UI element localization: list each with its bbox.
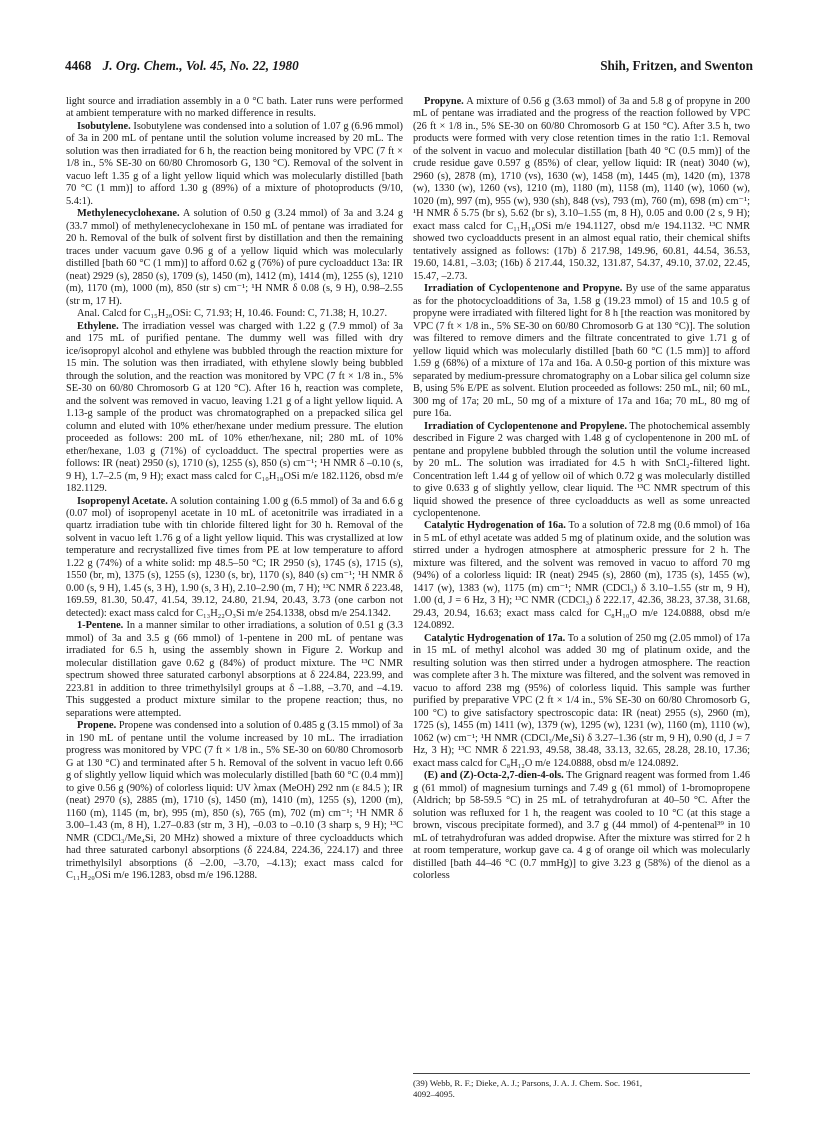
paragraph-heading: Methylenecyclohexane. xyxy=(77,208,180,220)
paragraph-heading: Catalytic Hydrogenation of 17a. xyxy=(424,632,566,644)
running-header xyxy=(65,58,753,78)
paragraph-text: The photochemical assembly described in Figure 2 was charged with 1.48 g of cyclopentenone in 200 mL of pentane and propylene bubbled through the solution until the volume increased by 20 mL. The solution was irradiated for 4.5 h with SnCl₂-filtered light. Concentration left 1.44 g of yellow oil of which 0.72 g was molecularly distilled to give 0.633 g of slightly yellow, clear liquid. The ¹³C NMR spectrum of this liquid showed the presence of three cycloadducts as well as some unreacted cyclopentenone. xyxy=(413,420,750,519)
paragraph-heading: Propyne. xyxy=(424,96,464,107)
paragraph xyxy=(413,520,750,632)
paragraph-heading: Irradiation of Cyclopentenone and Propyne. xyxy=(424,283,623,295)
paragraph-text: To a solution of 72.8 mg (0.6 mmol) of 16a in 5 mL of ethyl acetate was added 5 mg of platinum oxide, and the solution was stirred under a hydrogen atmosphere at atmospheric pressure for 2 h. The mixture was filtered, and the solvent was removed in vacuo to afford 70 mg (94%) of a colorless liquid: IR (neat) 2945 (s), 2860 (m), 1735 (s), 1455 (w), 1417 (w), 1383 (w), 1175 (m) cm⁻¹; NMR (CDCl₃) δ 3.10–1.55 (str m, 9 H), 1.00 (d, J = 6 Hz, 3 H); ¹³C NMR (CDCl₃) δ 222.17, 42.36, 38.23, 37.38, 31.68, 29.43, 20.94, 16.63; exact mass calcd for C₈H₁₀O m/e 124.0888, obsd m/e 124.0892. xyxy=(413,520,751,632)
paragraph-text: By use of the same apparatus as for the photocycloadditions of 3a, 1.58 g (19.23 mmol) of 15 and 10.5 g of propyne were irradiated with filtered light for 8 h [the reaction was monitored by VPC (7 ft × 1/8 in., 5% SE-30 on 60/80 Chromosorb G at 130 °C)]. The solution was filtered to remove dimers and the filtrate concentrated to give 1.71 g of yellow liquid which was molecularly distilled [bath 60 °C (1.5 mm)] to afford 1.59 g (68%) of a mixture of 17a and 16a. A 0.50-g portion of this mixture was separated by medium-pressure chromatography on a Lobar silica gel column size B, using 5% E/PE as solvent. Elution proceeded as follows: 250 mL, nil; 60 mL, 300 mg of 17a; 20 mL, 50 mg of a mixture of 17a and 16a; 70 mL, 80 mg of pure 16a. xyxy=(413,283,750,420)
paragraph-heading: Ethylene. xyxy=(77,320,119,332)
paragraph-text: Anal. Calcd for C₁₅H₂₆OSi: C, 71.93; H, 10.46. Found: C, 71.38; H, 10.27. xyxy=(77,308,388,320)
paragraph-text: Propene was condensed into a solution of 0.485 g (3.15 mmol) of 3a in 190 mL of pentane until the volume increased by 10 mL. The irradiation progress was monitored by VPC (7 ft × 1/8 in., 5% SE-30 on 60/80 Chromosorb G at 130 °C) and terminated after 5 h. Removal of the solvent in vacuo left 0.66 g of slightly yellow liquid which was molecularly distilled [bath 60 °C (0.4 mm)] to give 0.56 g (90%) of colorless liquid: UV λmax (MeOH) 292 nm (ε 84.5 ); IR (neat) 2970 (s), 2885 (m), 1710 (s), 1450 (m), 1410 (m), 1255 (s), 1200 (m), 1160 (m), 1145 (m, br), 995 (m), 850 (s), 765 (m), 702 (m) cm⁻¹; ¹H NMR δ 3.00–1.43 (m, 8 H), 1.27–0.83 (str m, 3 H), –0.03 to –0.10 (3 sharp s, 9 H); ¹³C NMR (CDCl₃/Me₄Si, 20 MHz) showed a mixture of three cycloadducts which had three saturated carbonyl absorptions (δ 224.84, 224.36, 224.17) and three trimethylsilyl absorptions (δ –2.00, –3.70, –4.13); exact mass calcd for C₁₁H₂₀OSi m/e 196.1283, obsd m/e 196.1288. xyxy=(66,720,403,882)
paragraph-heading: Catalytic Hydrogenation of 16a. xyxy=(424,520,566,532)
paragraph-text: A solution containing 1.00 g (6.5 mmol) of 3a and 6.6 g (0.07 mol) of isopropenyl acetate in 10 mL of acetonitrile was irradiated in a quartz irradiation tube with tin chloride filtered light for 30 h. Removal of the solvent in vacuo left 1.76 g of a light yellow liquid. This was crystallized at low temperature and recrystallized five times from PE at low temperature to afford 1.22 g (74%) of a white solid: mp 48.5–50 °C; IR 2950 (s), 1745 (s), 1715 (s), 1550 (br, m), 1375 (s), 1255 (s), 1230 (s, br), 1170 (s), 840 (s) cm⁻¹; ¹H NMR δ 0.00 (s, 9 H), 1.45 (s, 3 H), 1.90 (s, 3 H), 2.10–2.90 (m, 7 H); ¹³C NMR δ 223.48, 169.59, 81.30, 50.47, 41.54, 39.12, 24.80, 21.94, 20.43, 3.73 (one carbon not detected): exact mass calcd for C₁₃H₂₂O₃Si m/e 254.1338, obsd m/e 254.1342. xyxy=(66,495,403,619)
paragraph-text: The irradiation vessel was charged with 1.22 g (7.9 mmol) of 3a and 175 mL of purified pentane. The dummy well was filled with dry ice/isopropyl alcohol and ethylene was bubbled through the reaction mixture for 15 min. The solution was then irradiated, with ethylene slowly being bubbled through the solution, and the reaction was monitored by VPC (7 ft × 1/8 in., 5% SE-30 on 60/80 Chromosorb G at 120 °C). After 16 h, reaction was complete, and the solvent was removed in vacuo, leaving 1.21 g of a light yellow liquid. A 1.13-g sample of the product was chromatographed on a prepacked silica gel column and eluted with 10% ether/hexane under medium pressure. The elution proceeded as follows: 200 mL of 10% ether/hexane, nil; 280 mL of 10% ether/hexane, 1.03 g (71%) of cycloadduct. The spectral properties were as follows: IR (neat) 2950 (s), 1710 (s), 1255 (s), 850 (s) cm⁻¹; ¹H NMR δ –0.10 (s, 9 H), 1.7–2.5 (m, 9 H); exact mass calcd for C₁₀H₁₈OSi m/e 182.1126, obsd m/e 182.1129. xyxy=(66,320,403,495)
paragraph-text: In a manner similar to other irradiations, a solution of 0.51 g (3.3 mmol) of 3a and 3.5 g (66 mmol) of 1-pentene in 200 mL of pentane was irradiated for 6.5 h, using the assembly shown in Figure 2. Workup and molecular distillation gave 0.62 g (84%) of product mixture. The ¹³C NMR spectrum showed three saturated carbonyl absorptions at δ 224.84, 223.99, and 223.81 in addition to three trimethylsilyl groups at δ –1.88, –3.70, and –4.19. This suggested a product mixture similar to the propene reaction; thus, no separations were attempted. xyxy=(66,620,403,719)
header-left xyxy=(65,58,299,74)
paragraph xyxy=(66,321,403,496)
paragraph-heading: Isobutylene. xyxy=(77,120,131,132)
paragraph xyxy=(66,620,403,720)
paragraph-text: A mixture of 0.56 g (3.63 mmol) of 3a and 5.8 g of propyne in 200 mL of pentane was irradiated and the progress of the reaction followed by VPC (26 ft × 1/8 in., 5% SE-30 on 60/80 Chromosorb G at 150 °C). After 3.5 h, two products were formed with very close retention times in the ratio 1:1. Removal of the solvent in vacuo and molecular distillation [bath 40 °C (0.5 mm)] of the crude residue gave 0.597 g (85%) of clear, yellow liquid: IR (neat) 3040 (w), 2960 (s), 2878 (m), 1710 (vs), 1630 (w), 1458 (m), 1445 (m), 1420 (m), 1378 (w), 1330 (w), 1260 (vs), 1210 (m), 1180 (m), 1158 (m), 1140 (w), 1060 (w), 1020 (m), 997 (m), 955 (w), 930 (sh), 848 (vs), 793 (m), 760 (m), 698 (m) cm⁻¹; ¹H NMR δ 5.75 (br s), 5.62 (br s), 3.10–1.55 (m, 8 H), 0.05 and 0.00 (2 s, 9 H); exact mass calcd for C₁₁H₁₈OSi m/e 194.1127, obsd m/e 194.1132. ¹³C NMR showed two cycloadducts present in an almost equal ratio, their chemical shifts tentatively assigned as follows: (17b) δ 217.98, 149.96, 60.81, 44.54, 36.53, 19.60, 14.81, –3.03; (16b) δ 217.44, 150.32, 131.87, 54.37, 49.10, 37.02, 22.45, 15.47, –2.73. xyxy=(413,96,750,282)
paragraph xyxy=(66,96,403,121)
paragraph-text: light source and irradiation assembly in a 0 °C bath. Later runs were performed at ambient temperature with no marked difference in results. xyxy=(66,96,403,120)
paragraph xyxy=(66,121,403,208)
paragraph-heading: Propene. xyxy=(77,720,117,732)
paragraph-text: Isobutylene was condensed into a solution of 1.07 g (6.96 mmol) of 3a in 200 mL of pentane until the solution volume increased by 20 mL. The solution was then irradiated for 6 h, the reaction being monitored by VPC (7 ft × 1/8 in., 5% SE-30 on 60/80 Chromosorb G, 130 °C). Removal of the solvent in vacuo left 1.35 g of a light yellow liquid which was molecularly distilled [bath 70 °C (1 mm)] to afford 1.30 g (89%) of a mixture of photoproducts (9/10, 5.4:1). xyxy=(66,120,403,207)
left-column xyxy=(66,96,403,883)
paragraph-text: A solution of 0.50 g (3.24 mmol) of 3a and 3.24 g (33.7 mmol) of methylenecyclohexane in 150 mL of pentane was irradiated for 20 h. Removal of the bulk of solvent first by distillation and then the remaining traces under vacuum gave 0.96 g of a yellow liquid which was molecularly distilled [bath 60 °C (1 mm)] to afford 0.62 g (76%) of pure cycloadduct 13a: IR (neat) 2929 (s), 2850 (s), 1709 (s), 1450 (m), 1412 (m), 1414 (m), 1255 (s), 1210 (m), 1170 (m), 1000 (m), 850 (str s) cm⁻¹; ¹H NMR δ 0.08 (s, 9 H), 0.98–2.55 (str m, 17 H). xyxy=(66,208,403,307)
header-authors: Shih, Fritzen, and Swenton xyxy=(600,58,753,73)
paragraph xyxy=(413,421,750,521)
paragraph-heading: Irradiation of Cyclopentenone and Propylene. xyxy=(424,420,627,432)
journal-citation: J. Org. Chem., Vol. 45, No. 22, 1980 xyxy=(102,58,299,73)
paragraph-heading: 1-Pentene. xyxy=(77,620,124,632)
paragraph xyxy=(413,770,750,882)
footnote-line-2: 4092–4095. xyxy=(413,1089,455,1099)
paragraph xyxy=(66,496,403,621)
paragraph xyxy=(66,308,403,320)
paragraph-text: The Grignard reagent was formed from 1.46 g (61 mmol) of magnesium turnings and 7.49 g (61 mmol) of 1-bromopropene (Aldrich; bp 58-59.5 °C) in 25 mL of tetrahydrofuran at 40–50 °C. After the solution was refluxed for 1 h, the reagent was cooled to 10 °C (at this stage a brown, viscous precipitate formed), and 3.7 g (44 mmol) of 4-pentenal³⁹ in 10 mL of tetrahydrofuran was added dropwise. After the mixture was stirred for 2 h at room temperature, workup gave ca. 4 g of orange oil which was molecularly distilled [bath 44–46 °C (0.7 mmHg)] to give 3.23 g (58%) of the dienol as a colorless xyxy=(413,770,750,882)
paragraph xyxy=(413,96,750,283)
page-number: 4468 xyxy=(65,58,92,73)
paragraph-heading: (E) and (Z)-Octa-2,7-dien-4-ols. xyxy=(424,770,564,782)
footnote xyxy=(413,1073,750,1100)
paragraph xyxy=(66,208,403,308)
paragraph xyxy=(413,283,750,420)
footnote-line-1: (39) Webb, R. F.; Dieke, A. J.; Parsons, J. A. J. Chem. Soc. 1961, xyxy=(413,1078,643,1088)
right-column xyxy=(413,96,750,883)
paragraph-text: To a solution of 250 mg (2.05 mmol) of 17a in 15 mL of methyl alcohol was added 30 mg of platinum oxide, and the resulting solution was then stirred under a hydrogen atmosphere. The reaction was complete after 3 h. The mixture was filtered, and the solvent was removed in vacuo to afford 238 mg (95%) of colorless liquid. This sample was further purified by preparative VPC (2 ft × 1/4 in., 5% SE-30 on 60/80 Chromosorb G, 100 °C) to give satisfactory spectroscopic data: IR (neat) 2955 (s), 2960 (m), 1725 (s), 1455 (m) 1411 (w), 1379 (w), 1295 (w), 1231 (w), 1160 (m), 1110 (w), 1062 (w) cm⁻¹; ¹H NMR (CDCl₃/Me₄Si) δ 3.27–1.36 (str m, 9 H), 0.90 (d, J = 7 Hz, 3 H); ¹³C NMR δ 221.93, 49.58, 38.48, 33.13, 32.65, 28.28, 28.10, 17.36; exact mass calcd for C₈H₁₂O m/e 124.0888, obsd m/e 124.0892. xyxy=(413,632,750,769)
paragraph xyxy=(66,720,403,882)
paragraph-heading: Isopropenyl Acetate. xyxy=(77,495,168,507)
paragraph xyxy=(413,633,750,770)
